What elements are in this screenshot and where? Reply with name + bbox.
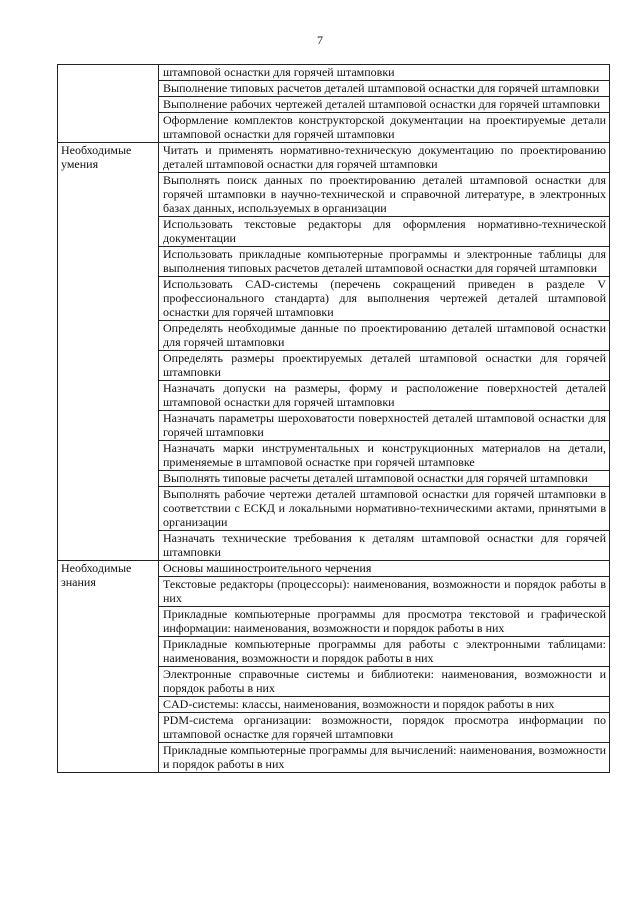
requirement-item: Выполнение рабочих чертежей деталей штамповой оснастки для горячей штамповки (159, 97, 610, 113)
requirement-item: Прикладные компьютерные программы для просмотра текстовой и графической информации: наименования, возможности и порядок работы в них (159, 607, 610, 637)
requirement-item: Читать и применять нормативно-техническую документацию по проектированию деталей штамповой оснастки для горячей штамповки (159, 143, 610, 173)
requirement-item: Назначать марки инструментальных и конструкционных материалов на детали, применяемые в штамповой оснастке при горячей штамповке (159, 441, 610, 471)
requirement-item: CAD-системы: классы, наименования, возможности и порядок работы в них (159, 697, 610, 713)
requirement-item: Определять необходимые данные по проектированию деталей штамповой оснастки для горячей штамповки (159, 321, 610, 351)
requirement-item: штамповой оснастки для горячей штамповки (159, 65, 610, 81)
requirement-item: Выполнять рабочие чертежи деталей штамповой оснастки для горячей штамповки в соответствии с ЕСКД и локальными нормативно-техническими актами, принятыми в организации (159, 487, 610, 531)
requirement-item: Выполнять поиск данных по проектированию деталей штамповой оснастки для горячей штамповки в научно-технической и справочной литературе, в электронных базах данных, используемых в организации (159, 173, 610, 217)
requirement-item: Использовать текстовые редакторы для оформления нормативно-технической документации (159, 217, 610, 247)
table-body (58, 65, 610, 773)
table-row (58, 561, 610, 577)
requirement-item: Назначать технические требования к деталям штамповой оснастки для горячей штамповки (159, 531, 610, 561)
requirement-item: Текстовые редакторы (процессоры): наименования, возможности и порядок работы в них (159, 577, 610, 607)
requirement-item: PDM-система организации: возможности, порядок просмотра информации по штамповой оснастке для горячей штамповки (159, 713, 610, 743)
section-label (58, 65, 159, 143)
table-row (58, 65, 610, 81)
requirements-table (57, 64, 610, 773)
requirement-item: Оформление комплектов конструкторской документации на проектируемые детали штамповой оснастки для горячей штамповки (159, 113, 610, 143)
requirement-item: Определять размеры проектируемых деталей штамповой оснастки для горячей штамповки (159, 351, 610, 381)
requirement-item: Назначать допуски на размеры, форму и расположение поверхностей деталей штамповой оснастки для горячей штамповки (159, 381, 610, 411)
requirement-item: Выполнение типовых расчетов деталей штамповой оснастки для горячей штамповки (159, 81, 610, 97)
section-label: Необходимые знания (58, 561, 159, 773)
requirement-item: Прикладные компьютерные программы для работы с электронными таблицами: наименования, возможности и порядок работы в них (159, 637, 610, 667)
requirement-item: Назначать параметры шероховатости поверхностей деталей штамповой оснастки для горячей штамповки (159, 411, 610, 441)
requirement-item: Использовать CAD-системы (перечень сокращений приведен в разделе V профессионального стандарта) для выполнения чертежей деталей штамповой оснастки для горячей штамповки (159, 277, 610, 321)
requirement-item: Выполнять типовые расчеты деталей штамповой оснастки для горячей штамповки (159, 471, 610, 487)
page-number: 7 (317, 33, 323, 47)
requirement-item: Основы машиностроительного черчения (159, 561, 610, 577)
requirement-item: Электронные справочные системы и библиотеки: наименования, возможности и порядок работы в них (159, 667, 610, 697)
requirement-item: Использовать прикладные компьютерные программы и электронные таблицы для выполнения типовых расчетов деталей штамповой оснастки для горячей штамповки (159, 247, 610, 277)
requirement-item: Прикладные компьютерные программы для вычислений: наименования, возможности и порядок работы в них (159, 743, 610, 773)
table-row (58, 143, 610, 173)
section-label: Необходимые умения (58, 143, 159, 561)
